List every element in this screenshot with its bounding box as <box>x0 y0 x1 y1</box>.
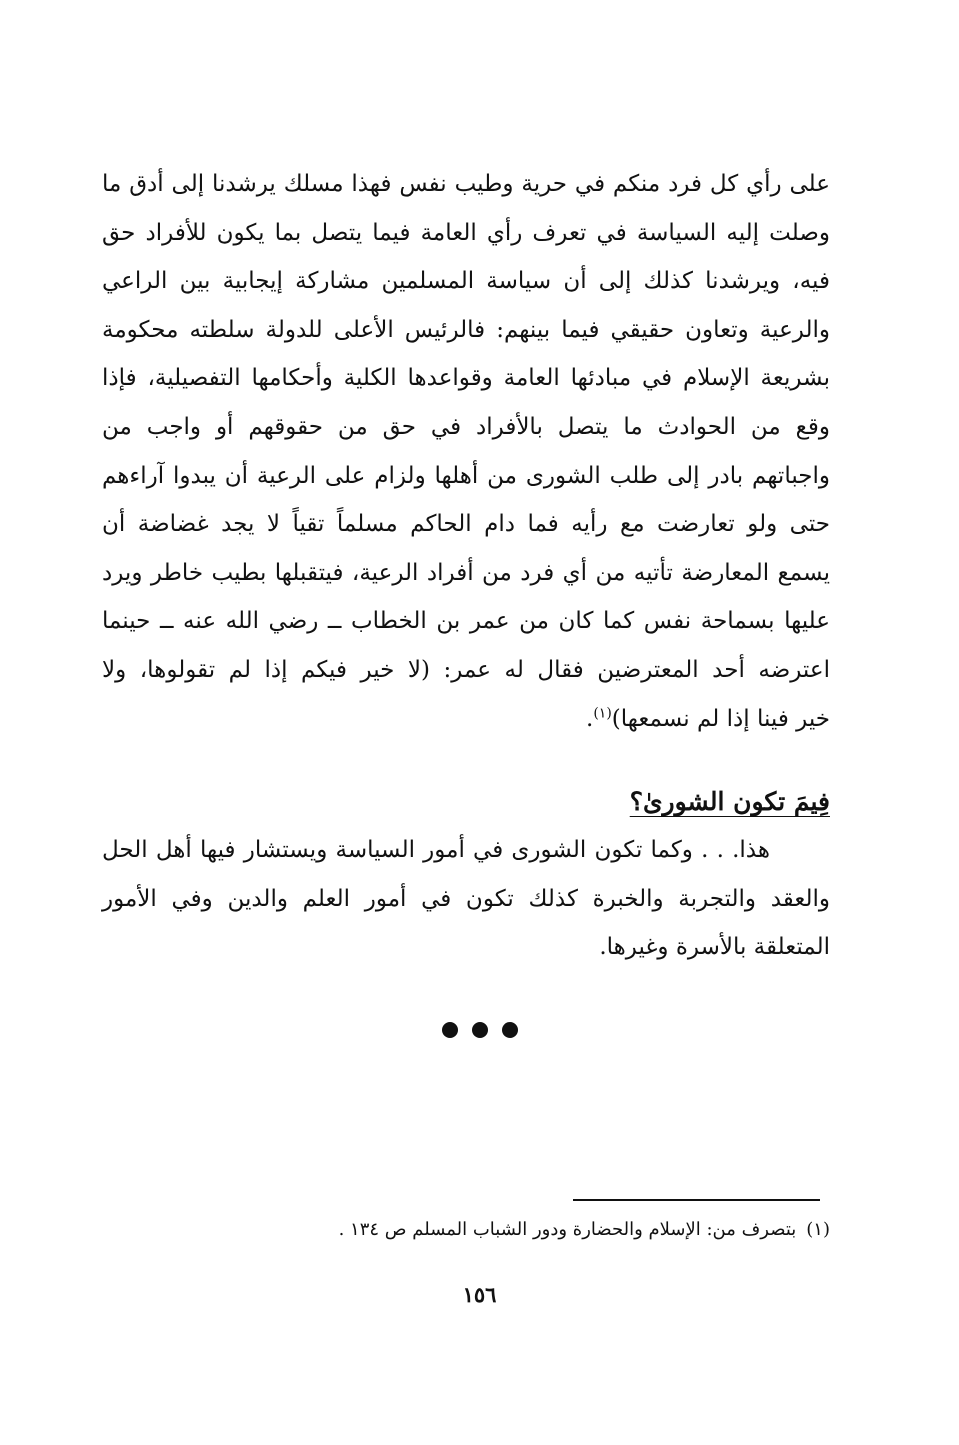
body-line: بشريعة الإسلام في مبادئها العامة وقواعدها الكلية وأحكامها التفصيلية، فإذا <box>102 365 830 392</box>
body-paragraph <box>102 160 830 743</box>
section-line: والعقد والتجربة والخبرة كذلك تكون في أمور العلم والدين وفي الأمور <box>102 885 830 912</box>
body-line: فيه، ويرشدنا كذلك إلى أن سياسة المسلمين مشاركة إيجابية بين الراعي <box>102 268 830 295</box>
section-line: المتعلقة بالأسرة وغيرها. <box>599 934 830 961</box>
body-line: والرعية وتعاون حقيقي فيما بينهم: فالرئيس الأعلى للدولة سلطته محكومة <box>102 316 830 343</box>
section-heading: فِيمَ تكون الشورىٰ؟ <box>629 787 830 816</box>
section-line: هذا. . . وكما تكون الشورى في أمور السياسة ويستشار فيها أهل الحل <box>102 837 770 863</box>
section-paragraph <box>102 826 830 972</box>
footnote-text: بتصرف من: الإسلام والحضارة ودور الشباب المسلم ص ١٣٤ . <box>338 1219 797 1240</box>
body-line: عليها بسماحة نفس كما كان من عمر بن الخطاب ــ رضي الله عنه ــ حينما <box>102 608 830 635</box>
footnote-number: (١) <box>806 1219 830 1240</box>
body-line: وصلت إليه السياسة في تعرف رأي العامة فيما يتصل بما يكون للأفراد حق <box>102 219 830 246</box>
body-line-last <box>102 695 830 744</box>
body-line: يسمع المعارضة تأتيه من أي فرد من أفراد الرعية، فيتقبلها بطيب خاطر ويرد <box>102 559 830 586</box>
body-line: وقع من الحوادث ما يتصل بالأفراد في حق من حقوقهم أو واجب من <box>102 413 830 440</box>
section-separator <box>0 1022 959 1038</box>
separator-dot <box>472 1022 488 1038</box>
body-line-text: خير فينا إذا لم نسمعها) <box>611 705 830 732</box>
separator-dot <box>442 1022 458 1038</box>
final-period: . <box>586 705 594 732</box>
body-line: على رأي كل فرد منكم في حرية وطيب نفس فهذا مسلك يرشدنا إلى أدق ما <box>102 171 830 197</box>
footnote-reference[interactable]: (١) <box>593 704 612 721</box>
footnote-divider <box>573 1199 820 1201</box>
body-line: حتى ولو تعارضت مع رأيه فما دام الحاكم مسلماً تقياً لا يجد غضاضة أن <box>102 511 830 538</box>
separator-dot <box>502 1022 518 1038</box>
footnote <box>102 1215 830 1245</box>
body-line: واجباتهم بادر إلى طلب الشورى من أهلها ولزام على الرعية أن يبدوا آراءهم <box>102 462 830 489</box>
body-line: اعترضه أحد المعترضين فقال له عمر: (لا خير فيكم إذا لم تقولوها، ولا <box>102 656 830 683</box>
page-number: ١٥٦ <box>462 1282 497 1307</box>
